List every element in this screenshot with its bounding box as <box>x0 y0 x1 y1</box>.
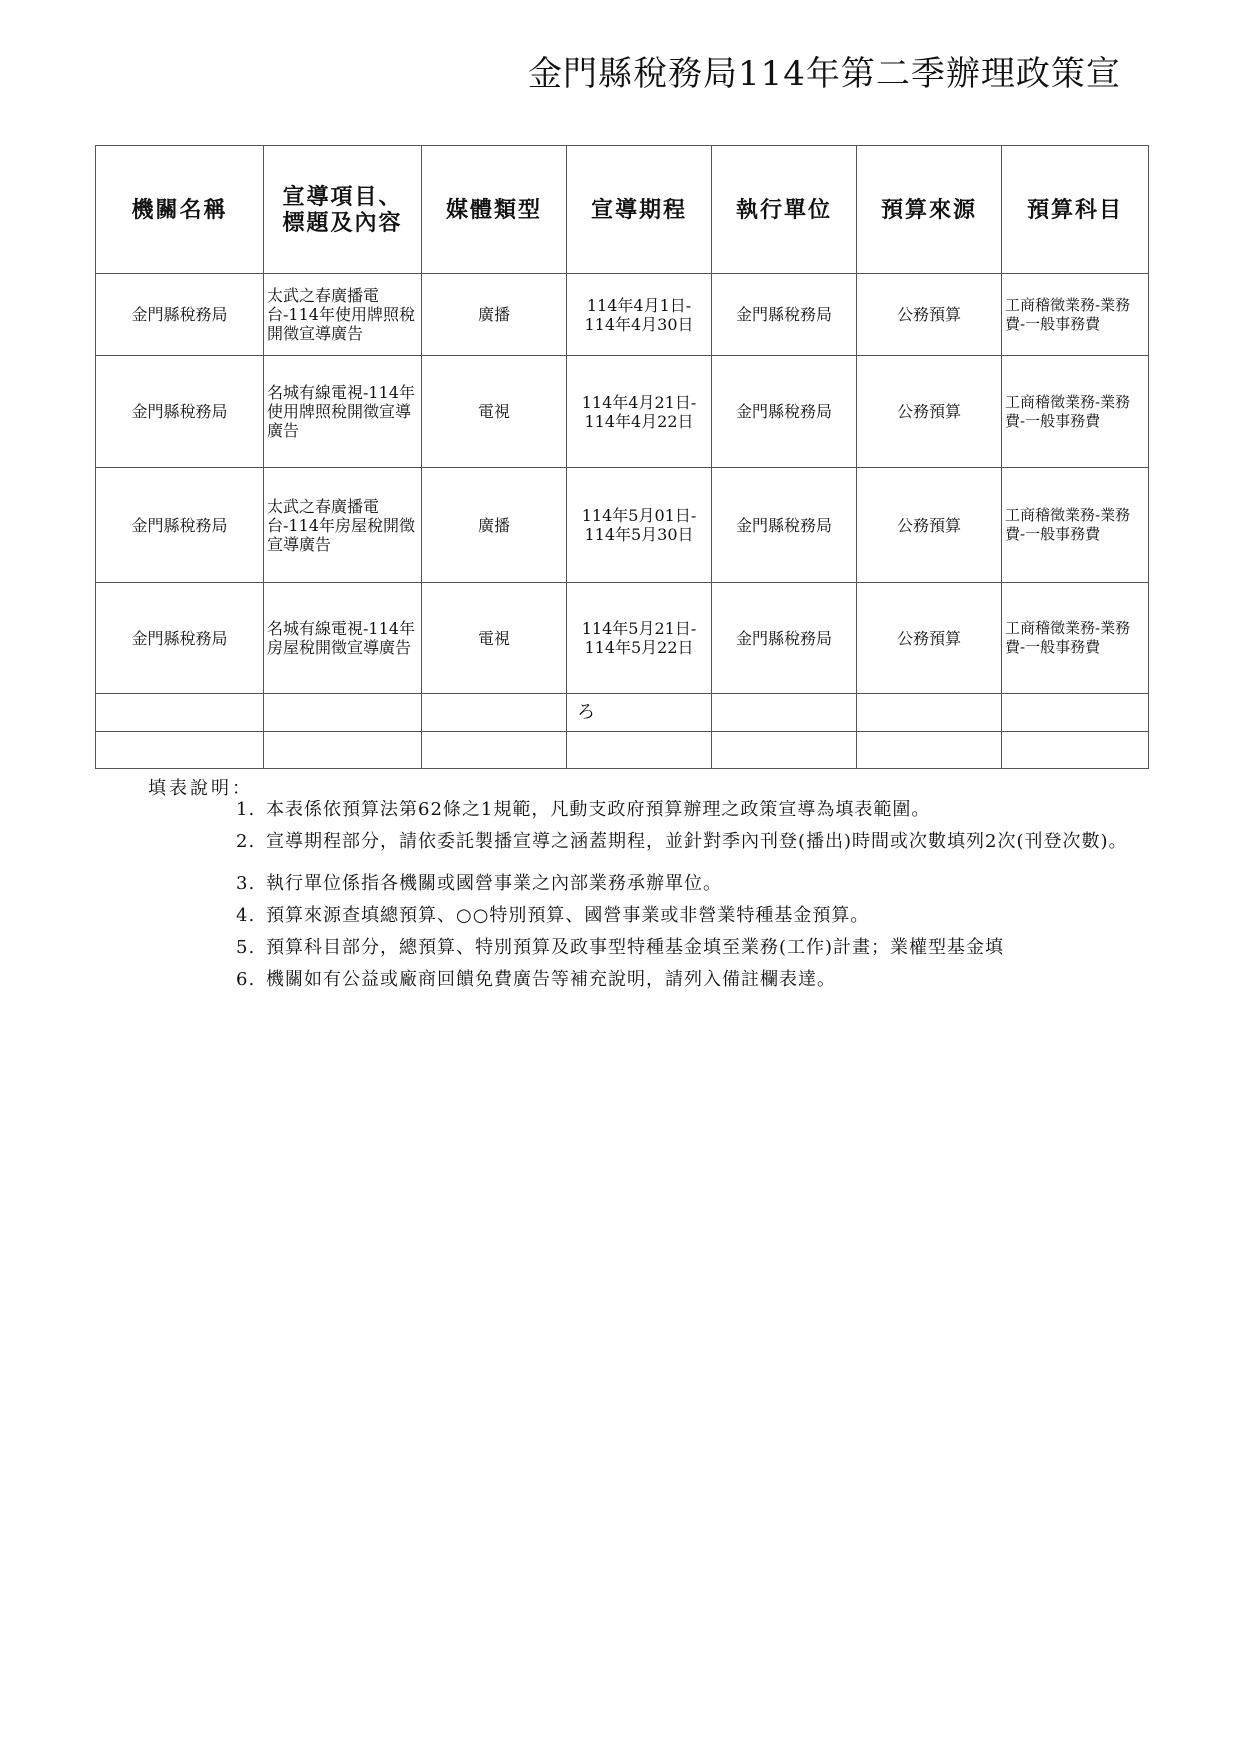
cell-subject: 工商稽徵業務-業務費-一般事務費 <box>1002 274 1149 356</box>
table-row <box>96 274 1149 356</box>
note-number: 6. <box>236 969 256 990</box>
document-title: 金門縣稅務局114年第二季辦理政策宣 <box>528 54 1121 94</box>
header-agency: 機關名稱 <box>96 146 264 274</box>
cell-media: 電視 <box>422 583 567 694</box>
table-header-row <box>96 146 1149 274</box>
cell-source: 公務預算 <box>857 356 1002 468</box>
note-number: 1. <box>236 800 256 820</box>
note-text: 預算科目部分，總預算、特別預算及政事型特種基金填至業務(工作)計畫；業權型基金填 <box>266 937 1005 958</box>
note-item <box>236 832 1140 852</box>
cell-unit: 金門縣稅務局 <box>712 468 857 583</box>
note-item <box>236 906 1140 926</box>
note-item <box>236 970 1140 990</box>
table-row-empty <box>96 732 1149 769</box>
cell-item: 太武之春廣播電台-114年使用牌照稅開徵宣導廣告 <box>264 274 422 356</box>
cell-period: 114年4月21日- 114年4月22日 <box>567 356 712 468</box>
cell-agency: 金門縣稅務局 <box>96 468 264 583</box>
table-row-empty <box>96 694 1149 732</box>
note-number: 2. <box>236 831 256 852</box>
cell-unit: 金門縣稅務局 <box>712 274 857 356</box>
publicity-table <box>95 145 1149 769</box>
cell-unit: 金門縣稅務局 <box>712 583 857 694</box>
note-text: 機關如有公益或廠商回饋免費廣告等補充說明，請列入備註欄表達。 <box>266 969 836 990</box>
cell-media: 廣播 <box>422 274 567 356</box>
notes-list <box>236 800 1140 1002</box>
cell-source: 公務預算 <box>857 583 1002 694</box>
cell-period: 114年5月21日- 114年5月22日 <box>567 583 712 694</box>
cell-media: 廣播 <box>422 468 567 583</box>
note-number: 3. <box>236 873 256 894</box>
header-source: 預算來源 <box>857 146 1002 274</box>
cell-subject: 工商稽徵業務-業務費-一般事務費 <box>1002 468 1149 583</box>
header-subject: 預算科目 <box>1002 146 1149 274</box>
note-text: 宣導期程部分，請依委託製播宣導之涵蓋期程，並針對季內刊登(播出)時間或次數填列2次(刊登次數)。 <box>266 831 1128 852</box>
cell-period: 114年4月1日- 114年4月30日 <box>567 274 712 356</box>
header-period: 宣導期程 <box>567 146 712 274</box>
table-row <box>96 468 1149 583</box>
cell-item: 名城有線電視-114年使用牌照稅開徵宣導廣告 <box>264 356 422 468</box>
header-unit: 執行單位 <box>712 146 857 274</box>
cell-agency: 金門縣稅務局 <box>96 356 264 468</box>
cell-subject: 工商稽徵業務-業務費-一般事務費 <box>1002 583 1149 694</box>
table-row <box>96 583 1149 694</box>
cell-source: 公務預算 <box>857 468 1002 583</box>
note-item <box>236 874 1140 894</box>
note-text: 本表係依預算法第62條之1規範，凡動支政府預算辦理之政策宣導為填表範圍。 <box>266 800 931 820</box>
note-item <box>236 800 1140 820</box>
cell-agency: 金門縣稅務局 <box>96 274 264 356</box>
note-text: 預算來源查填總預算、○○特別預算、國營事業或非營業特種基金預算。 <box>266 905 870 926</box>
empty-row-mark: ろ <box>567 694 712 732</box>
note-item <box>236 938 1140 958</box>
cell-subject: 工商稽徵業務-業務費-一般事務費 <box>1002 356 1149 468</box>
cell-agency: 金門縣稅務局 <box>96 583 264 694</box>
cell-item: 太武之春廣播電台-114年房屋稅開徵宣導廣告 <box>264 468 422 583</box>
cell-source: 公務預算 <box>857 274 1002 356</box>
cell-media: 電視 <box>422 356 567 468</box>
cell-unit: 金門縣稅務局 <box>712 356 857 468</box>
note-number: 4. <box>236 905 256 926</box>
notes-title: 填表說明： <box>148 778 253 799</box>
note-number: 5. <box>236 937 256 958</box>
note-text: 執行單位係指各機關或國營事業之內部業務承辦單位。 <box>266 873 722 894</box>
cell-period: 114年5月01日- 114年5月30日 <box>567 468 712 583</box>
header-media: 媒體類型 <box>422 146 567 274</box>
header-item: 宣導項目、 標題及內容 <box>264 146 422 274</box>
table-row <box>96 356 1149 468</box>
cell-item: 名城有線電視-114年房屋稅開徵宣導廣告 <box>264 583 422 694</box>
